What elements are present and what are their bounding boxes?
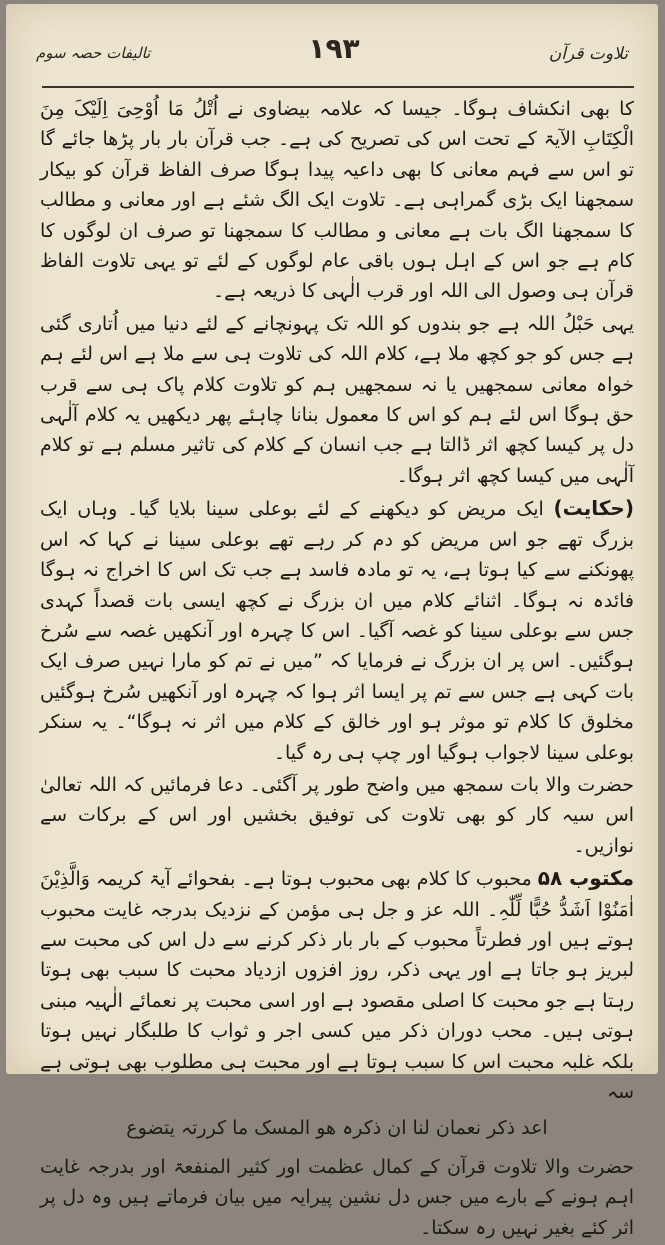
running-title-right: تلاوت قرآن xyxy=(548,44,628,64)
maktoob-label: مکتوب ۵۸ xyxy=(537,866,634,891)
maktoob-paragraph xyxy=(40,863,634,1107)
story-text: ایک مریض کو دیکھنے کے لئے بوعلی سینا بلایا گیا۔ وہاں ایک بزرگ تھے جو اس مریض کو دم کر رہے تھے بوعلی سینا نے کہا کہ اس پھونکنے سے کیا ہوتا ہے، یہ تو مادہ فاسد ہے جب تک اس کا اخراج نہ ہوگا فائدہ نہ ہوگا۔ اثنائے کلام میں ان بزرگ نے کچھ ایسی بات قصداً کہدی جس سے بوعلی سینا کو غصہ آگیا۔ اس کا چہرہ اور آنکھیں غصہ سے سُرخ ہوگئیں۔ اس پر ان بزرگ نے فرمایا کہ ”میں نے تم کو مارا نہیں صرف ایک بات کہی ہے جس سے تم پر ایسا اثر ہوا کہ چہرہ اور آنکھیں سُرخ ہوگئیں مخلوق کا کلام تو موثر ہو اور خالق کے کلام میں اثر نہ ہوگا“۔ یہ سنکر بوعلی سینا لاجواب ہوگیا اور چپ ہی رہ گیا۔ xyxy=(40,498,634,764)
page-body xyxy=(40,94,634,1245)
closing-paragraph: حضرت والا بات سمجھ میں واضح طور پر آگئی۔ دعا فرمائیں کہ اللہ تعالیٰ اس سیہ کار کو بھی تلاوت کی توفیق بخشیں اور اس کے برکات سے نوازیں۔ xyxy=(40,773,634,857)
maktoob-text: محبوب کا کلام بھی محبوب ہوتا ہے۔ بفحوائے آیۃ کریمہ وَالَّذِیْنَ اٰمَنُوْا اَشَدُّ حُبًّا لِّلّٰہِ۔ اللہ عز و جل ہی مؤمن کے نزدیک بدرجہ غایت محبوب ہوتے ہیں اور فطرتاً محبوب کے بار بار ذکر کرنے سے دل اس کی محبت سے لبریز ہو جاتا ہے اور یہی ذکر، روز افزوں ازدیاد محبت کا سبب بھی ہوتا رہتا ہے جو محبت کا اصلی مقصود ہے اور اسی محبت پر نعمائے الٰہیہ مبنی ہوتی ہیں۔ محب دوران ذکر میں کسی اجر و ثواب کا طلبگار نہیں ہوتا بلکہ غلبہ محبت اس کا سبب ہوتا ہے اور محبت ہی مطلوب بھی ہوتی ہے سہ xyxy=(40,868,634,1103)
running-title-left: تالیفات حصہ سوم xyxy=(36,44,151,62)
header-rule xyxy=(42,86,634,88)
book-page xyxy=(6,4,658,1239)
page-number: ١٩٣ xyxy=(308,32,360,65)
paragraph-2: یہی حَبْلُ اللہ ہے جو بندوں کو اللہ تک پہونچانے کے لئے دنیا میں اُتاری گئی ہے جس کو جو کچھ ملا ہے، کلام اللہ کی تلاوت ہی سے ملا ہے اس لئے ہم خواہ معانی سمجھیں یا نہ سمجھیں ہم کو تلاوت کلام پاک ہی سے قرب حق ہوگا اس لئے ہم کو اس کا معمول بنانا چاہئے پھر دیکھیں یہ کلام آلٰہی دل پر کیسا کچھ اثر ڈالتا ہے جب انسان کے کلام کی تاثیر مسلم ہے تو کلام آلٰہی میں کیسا کچھ اثر ہوگا۔ xyxy=(40,312,634,487)
arabic-couplet: اعد ذکر نعمان لنا ان ذکرہ ھو المسک ما کررتہ یتضوع xyxy=(126,1117,548,1140)
story-paragraph xyxy=(40,493,634,768)
paragraph-1: کا بھی انکشاف ہوگا۔ جیسا کہ علامہ بیضاوی نے اُتْلُ مَا اُوْحِیَ اِلَیْکَ مِنَ الْکِتَابِ الآیۃ کے تحت اس کی تصریح کی ہے۔ جب قرآن بار بار پڑھا جائے گا تو اس سے فہم معانی کا بھی داعیہ پیدا ہوگا صرف الفاظ قرآن کو بیکار سمجھنا ایک بڑی گمراہی ہے۔ تلاوت ایک الگ شئے ہے اور معانی و مطالب کا سمجھنا الگ بات ہے معانی و مطالب کا سمجھنا تو صرف ان لوگوں کا کام ہے جو اس کے اہل ہوں باقی عام لوگوں کے لئے تو یہی تلاوت الفاظ قرآن ہی وصول الی اللہ اور قرب الٰہی کا ذریعہ ہے۔ xyxy=(40,98,634,303)
final-paragraph: حضرت والا تلاوت قرآن کے کمال عظمت اور کثیر المنفعۃ اور بدرجہ غایت اہم ہونے کے بارے میں جس دل نشین پیرایہ میں بیان فرماتے ہیں وہ دل پر اثر کئے بغیر نہیں رہ سکتا۔ xyxy=(40,1155,634,1239)
page-header xyxy=(36,32,632,82)
story-label: (حکایت) xyxy=(553,496,634,521)
